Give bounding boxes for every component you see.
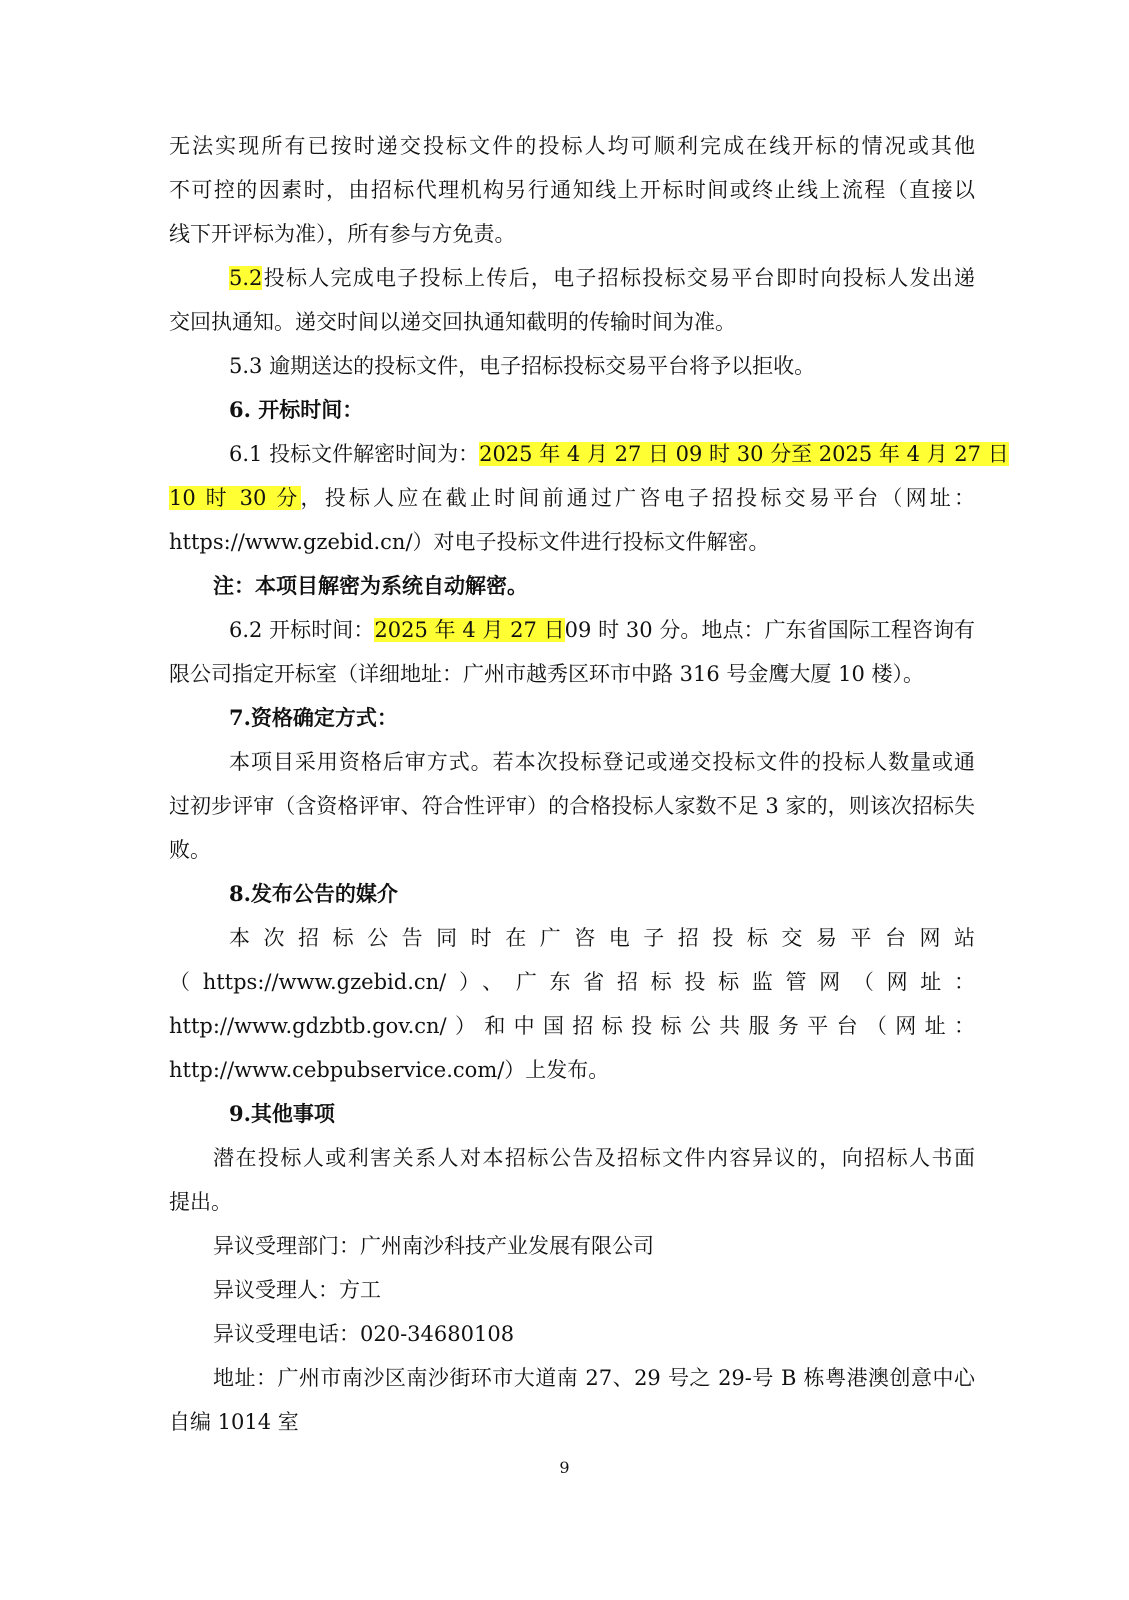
- paragraph-line: 限公司指定开标室（详细地址：广州市越秀区环市中路 316 号金鹰大厦 10 楼）。: [169, 662, 925, 686]
- clause-6-1: 6.1 投标文件解密时间为：2025 年 4 月 27 日 09 时 30 分至 2025 年 4 月 27 日: [229, 442, 1009, 466]
- highlighted-text: 5.2: [229, 266, 263, 290]
- highlighted-text: 2025 年 4 月 27 日: [374, 618, 565, 642]
- highlighted-text: 10 时 30 分: [169, 486, 301, 510]
- section-heading-6: 6. 开标时间：: [229, 397, 364, 422]
- paragraph-line: https://www.gzebid.cn/）对电子投标文件进行投标文件解密。: [169, 530, 770, 554]
- objection-address: 地址：广州市南沙区南沙街环市大道南 27、29 号之 29-号 B 栋粤港澳创意中心: [213, 1366, 975, 1390]
- paragraph-line: 交回执通知。递交时间以递交回执通知截明的传输时间为准。: [169, 310, 736, 334]
- paragraph-line: 无法实现所有已按时递交投标文件的投标人均可顺利完成在线开标的情况或其他: [169, 134, 975, 158]
- clause-5-2: 5.2投标人完成电子投标上传后，电子招标投标交易平台即时向投标人发出递: [229, 266, 975, 290]
- objection-phone: 异议受理电话：020-34680108: [213, 1322, 515, 1346]
- clause-5-3: 5.3 逾期送达的投标文件，电子招标投标交易平台将予以拒收。: [229, 354, 816, 378]
- section-heading-7: 7.资格确定方式：: [229, 705, 398, 730]
- note-line: 注：本项目解密为系统自动解密。: [213, 573, 528, 598]
- paragraph-line: 本项目采用资格后审方式。若本次投标登记或递交投标文件的投标人数量或通: [229, 750, 975, 774]
- paragraph-line: 败。: [169, 838, 211, 862]
- paragraph-line: （https://www.gzebid.cn/）、广东省招标投标监管网（网址：: [169, 970, 975, 994]
- page-number: 9: [559, 1458, 570, 1477]
- paragraph-line: 线下开评标为准），所有参与方免责。: [169, 222, 516, 246]
- objection-department: 异议受理部门：广州南沙科技产业发展有限公司: [213, 1234, 654, 1258]
- paragraph-line: 过初步评审（含资格评审、符合性评审）的合格投标人家数不足 3 家的，则该次招标失: [169, 794, 975, 818]
- paragraph-line: http://www.gdzbtb.gov.cn/）和中国招标投标公共服务平台（网址：: [169, 1014, 975, 1038]
- section-heading-8: 8.发布公告的媒介: [229, 881, 398, 906]
- paragraph-line: 自编 1014 室: [169, 1410, 299, 1434]
- paragraph-line: 10 时 30 分，投标人应在截止时间前通过广咨电子招投标交易平台（网址：: [169, 486, 975, 510]
- highlighted-text: 2025 年 4 月 27 日 09 时 30 分至 2025 年 4 月 27 日: [479, 442, 1009, 466]
- document-body: [169, 124, 1009, 1444]
- paragraph-line: 潜在投标人或利害关系人对本招标公告及招标文件内容异议的，向招标人书面: [213, 1146, 975, 1170]
- objection-contact-person: 异议受理人：方工: [213, 1278, 381, 1302]
- paragraph-line: 提出。: [169, 1190, 232, 1214]
- clause-6-2: 6.2 开标时间：2025 年 4 月 27 日09 时 30 分。地点：广东省国际工程咨询有: [229, 618, 976, 642]
- paragraph-line: 本次招标公告同时在广咨电子招投标交易平台网站: [229, 926, 975, 950]
- paragraph-line: http://www.cebpubservice.com/）上发布。: [169, 1058, 610, 1082]
- section-heading-9: 9.其他事项: [229, 1101, 335, 1126]
- paragraph-line: 不可控的因素时，由招标代理机构另行通知线上开标时间或终止线上流程（直接以: [169, 178, 975, 202]
